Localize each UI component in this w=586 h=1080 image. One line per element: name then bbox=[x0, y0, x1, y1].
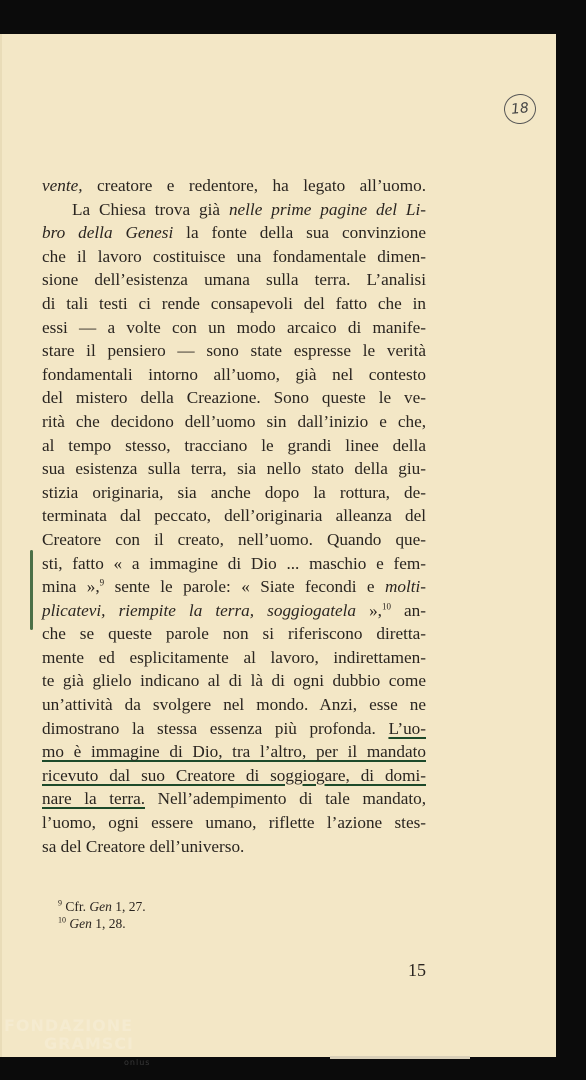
text-run: te già glielo indicano al di là di ogni dubbio come bbox=[42, 671, 426, 691]
text-line bbox=[42, 599, 426, 623]
text-run: che il lavoro costituisce una fondamentale dimen- bbox=[42, 246, 426, 266]
text-line bbox=[42, 386, 426, 410]
body-text bbox=[42, 174, 426, 858]
text-line bbox=[42, 669, 426, 693]
text-line bbox=[42, 717, 426, 741]
text-run: Gen bbox=[89, 899, 112, 914]
text-run: Gen bbox=[69, 916, 92, 931]
text-run: fondamentali intorno all’uomo, già nel contesto bbox=[42, 364, 426, 384]
text-line bbox=[42, 221, 426, 245]
text-line bbox=[42, 764, 426, 788]
text-line bbox=[42, 245, 426, 269]
text-run: sa del Creatore dell’universo. bbox=[42, 836, 245, 856]
text-line bbox=[42, 504, 426, 528]
text-line bbox=[42, 198, 426, 222]
text-line bbox=[42, 316, 426, 340]
text-run: stizia originaria, sia anche dopo la rottura, de- bbox=[42, 482, 426, 502]
text-run: creatore e redentore, ha legato all’uomo. bbox=[82, 176, 426, 195]
text-line bbox=[42, 268, 426, 292]
text-run: nelle prime pagine del Li- bbox=[228, 199, 426, 219]
text-line bbox=[42, 339, 426, 363]
text-run: plicatevi, riempite la terra, soggiogatela bbox=[42, 600, 356, 620]
text-run: che se queste parole non si riferiscono diretta- bbox=[42, 624, 426, 644]
footnote-number: 9 bbox=[58, 898, 62, 908]
watermark-logo bbox=[4, 1016, 151, 1067]
page-edge bbox=[330, 1056, 470, 1059]
text-line bbox=[42, 575, 426, 599]
text-run: bro della Genesi bbox=[42, 223, 174, 243]
text-run: Nell’adempimento di tale mandato, bbox=[145, 789, 426, 809]
text-run: terminata dal peccato, dell’originaria alleanza del bbox=[42, 506, 426, 526]
text-run: L’uo- bbox=[388, 718, 426, 738]
text-run: Creatore con il creato, nell’uomo. Quando que- bbox=[42, 529, 426, 549]
text-line bbox=[42, 552, 426, 576]
footnote bbox=[58, 915, 146, 932]
text-line bbox=[42, 811, 426, 835]
text-line bbox=[42, 434, 426, 458]
text-line bbox=[42, 292, 426, 316]
text-run: 1, 28. bbox=[91, 916, 126, 931]
watermark-line1: FONDAZIONE bbox=[4, 1016, 134, 1035]
watermark-line3: onlus bbox=[124, 1058, 151, 1067]
text-line bbox=[42, 481, 426, 505]
text-line bbox=[42, 740, 426, 764]
text-run: ricevuto dal suo Creatore di soggiogare, di domi- bbox=[42, 765, 426, 785]
margin-pen-mark bbox=[30, 550, 33, 630]
text-run: vente, bbox=[42, 176, 83, 195]
text-run: del mistero della Creazione. Sono queste le ve- bbox=[42, 388, 426, 408]
text-run: stare il pensiero — sono state espresse le verità bbox=[42, 341, 426, 361]
footnote-ref: 10 bbox=[381, 600, 391, 611]
text-line bbox=[42, 787, 426, 811]
handwritten-folio-number: 18 bbox=[503, 92, 538, 125]
text-line bbox=[42, 693, 426, 717]
text-run: al tempo stesso, tracciano le grandi linee della bbox=[42, 435, 426, 455]
footnote-number: 10 bbox=[58, 915, 66, 925]
text-run: mo è immagine di Dio, tra l’altro, per il mandato bbox=[42, 742, 426, 762]
footnote bbox=[58, 898, 146, 915]
book-page bbox=[0, 34, 556, 1057]
text-run: 1, 27. bbox=[111, 899, 146, 914]
text-run: nare la terra. bbox=[42, 789, 145, 809]
footnote-ref: 9 bbox=[99, 577, 105, 588]
text-run: sente le parole: « Siate fecondi e bbox=[104, 577, 385, 597]
footnotes bbox=[58, 898, 146, 932]
text-run: dimostrano la stessa essenza più profonda. bbox=[42, 718, 389, 738]
watermark-line2: GRAMSCI bbox=[44, 1034, 134, 1053]
text-line bbox=[42, 363, 426, 387]
text-run: Cfr. bbox=[62, 899, 90, 914]
text-run: rità che decidono dell’uomo sin dall’inizio e che, bbox=[42, 411, 426, 431]
text-line bbox=[42, 622, 426, 646]
text-run: mina », bbox=[42, 577, 100, 597]
text-run: », bbox=[355, 600, 382, 620]
text-line bbox=[42, 646, 426, 670]
text-run: un’attività da svolgere nel mondo. Anzi, esse ne bbox=[42, 695, 426, 715]
text-run: la fonte della sua convinzione bbox=[173, 223, 426, 243]
text-run: molti- bbox=[384, 577, 426, 597]
text-run: an- bbox=[390, 600, 426, 620]
text-line bbox=[42, 174, 426, 198]
text-run: l’uomo, ogni essere umano, riflette l’azione stes- bbox=[42, 813, 426, 833]
text-run: La Chiesa trova già bbox=[72, 199, 229, 219]
text-run: di tali testi ci rende consapevoli del fatto che in bbox=[42, 293, 426, 313]
text-line bbox=[42, 835, 426, 859]
text-run: sione dell’esistenza umana sulla terra. L’analisi bbox=[42, 270, 426, 290]
text-line bbox=[42, 457, 426, 481]
text-run: sti, fatto « a immagine di Dio ... maschio e fem- bbox=[42, 553, 426, 573]
text-line bbox=[42, 410, 426, 434]
page-number: 15 bbox=[408, 960, 426, 980]
text-line bbox=[42, 528, 426, 552]
text-run: sua esistenza sulla terra, sia nello stato della giu- bbox=[42, 459, 426, 479]
text-run: mente ed esplicitamente al lavoro, indirettamen- bbox=[42, 647, 426, 667]
text-run: essi — a volte con un modo arcaico di manife- bbox=[42, 317, 426, 337]
